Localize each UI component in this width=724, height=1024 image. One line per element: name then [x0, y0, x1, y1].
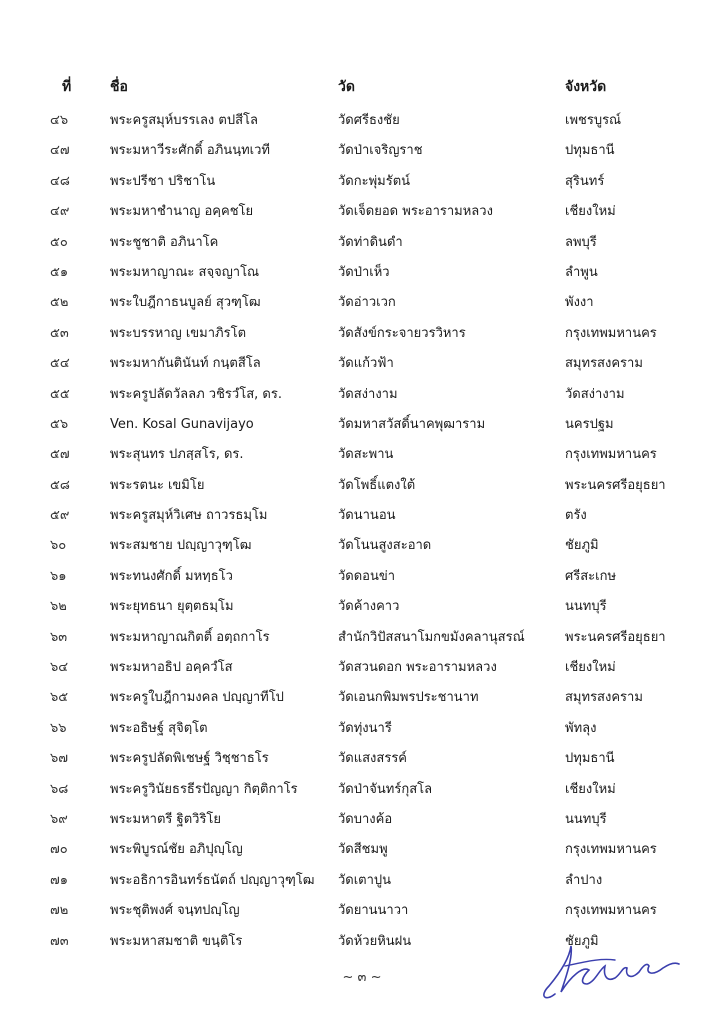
row-number: ๖๐ [50, 538, 67, 554]
row-wat: วัดมหาสวัสดิ์นาคพุฒาราม [338, 416, 486, 432]
header-province: จังหวัด [565, 79, 607, 95]
row-province: ชัยภูมิ [565, 538, 599, 554]
header-no: ที่ [62, 79, 72, 95]
row-name: พระมหาชำนาญ อคฺคชโย [110, 204, 254, 220]
row-province: กรุงเทพมหานคร [565, 325, 657, 341]
table-row [0, 689, 724, 719]
row-wat: วัดสวนดอก พระอารามหลวง [338, 660, 497, 676]
row-wat: วัดป่าเจริญราช [338, 143, 423, 159]
row-province: ชัยภูมิ [565, 933, 599, 949]
row-province: ลำปาง [565, 872, 603, 888]
table-row [0, 659, 724, 689]
row-name: พระอธิษฐ์ สุจิตฺโต [110, 720, 208, 736]
table-row [0, 173, 724, 203]
row-name: พระปรีชา ปริชาโน [110, 173, 216, 189]
row-name: พระชุติพงศ์ จนฺทปญฺโญ [110, 903, 240, 919]
row-name: พระสมชาย ปญฺญาวุฑฺโฒ [110, 538, 252, 554]
row-wat: วัดศรีธงชัย [338, 113, 400, 128]
row-number: ๗๓ [50, 933, 69, 949]
row-province: กรุงเทพมหานคร [565, 842, 657, 858]
row-wat: วัดป่าจันทร์กุสโล [338, 781, 433, 797]
table-row [0, 598, 724, 628]
row-name: พระมหาอธิป อคฺควํโส [110, 660, 233, 676]
row-province: ลำพูน [565, 264, 598, 280]
row-name: พระครูปลัดวัลลภ วชิรวํโส, ดร. [110, 386, 282, 402]
row-wat: วัดเจ็ดยอด พระอารามหลวง [338, 204, 493, 220]
row-wat: วัดเตาปูน [338, 872, 392, 888]
row-name: พระมหากันตินันท์ กนฺตสีโล [110, 356, 261, 372]
row-wat: วัดดอนข่า [338, 568, 396, 584]
row-wat: วัดแสงสรรค์ [338, 751, 407, 767]
row-name: พระรตนะ เขมิโย [110, 477, 205, 493]
table-row [0, 325, 724, 355]
row-number: ๗๒ [50, 903, 69, 919]
row-province: กรุงเทพมหานคร [565, 903, 657, 919]
row-number: ๖๒ [50, 599, 67, 615]
table-row [0, 750, 724, 780]
table-row [0, 264, 724, 294]
row-number: ๖๘ [50, 781, 69, 797]
table-row [0, 446, 724, 476]
table-row [0, 629, 724, 659]
row-name: พระมหาตรี ฐิตวิริโย [110, 811, 222, 827]
row-province: พระนครศรีอยุธยา [565, 477, 666, 493]
row-province: นครปฐม [565, 416, 614, 432]
row-number: ๕๘ [50, 477, 70, 493]
row-number: ๕๔ [50, 356, 70, 372]
row-province: พัทลุง [565, 720, 597, 736]
row-number: ๕๐ [50, 234, 68, 250]
row-number: ๕๒ [50, 295, 69, 311]
row-province: เชียงใหม่ [565, 660, 616, 676]
row-province: สมุทรสงคราม [565, 356, 643, 372]
row-wat: วัดสังข์กระจายวรวิหาร [338, 325, 466, 341]
row-name: พระสุนทร ปภสฺสโร, ดร. [110, 447, 244, 463]
table-row [0, 355, 724, 385]
row-wat: วัดโนนสูงสะอาด [338, 538, 432, 554]
row-wat: วัดกะพุ่มรัตน์ [338, 173, 411, 189]
table-header [0, 76, 724, 100]
header-name: ชื่อ [110, 79, 128, 95]
row-province: เชียงใหม่ [565, 781, 616, 797]
row-wat: วัดป่าเห็ว [338, 264, 390, 280]
row-number: ๕๑ [50, 264, 69, 280]
row-wat: วัดสะพาน [338, 447, 394, 463]
row-name: พระใบฎีกาธนบูลย์ สุวฑฺโฒ [110, 295, 261, 311]
table-row [0, 537, 724, 567]
row-name: พระอธิการอินทร์ธนัตถ์ ปญฺญาวุฑฺโฒ [110, 872, 315, 888]
row-wat: สำนักวิปัสสนาโมกขมังคลานุสรณ์ [338, 629, 525, 645]
row-name: พระมหาวีระศักดิ์ อภินนฺทเวที [110, 143, 270, 159]
table-row [0, 720, 724, 750]
table-body [0, 112, 724, 963]
row-province: สมุทรสงคราม [565, 690, 643, 706]
table-row [0, 294, 724, 324]
row-name: พระยุทธนา ยุตฺตธมฺโม [110, 599, 234, 615]
row-province: นนทบุรี [565, 599, 607, 615]
row-wat: วัดทุ่งนารี [338, 720, 392, 736]
row-wat: วัดยานนาวา [338, 903, 409, 919]
row-wat: วัดท่าดินดำ [338, 234, 403, 250]
table-row [0, 902, 724, 932]
table-row [0, 386, 724, 416]
row-number: ๖๙ [50, 811, 68, 827]
row-wat: วัดนานอน [338, 508, 396, 524]
table-row [0, 142, 724, 172]
row-province: ลพบุรี [565, 234, 597, 250]
table-row [0, 203, 724, 233]
row-number: ๖๔ [50, 660, 69, 676]
row-province: ปทุมธานี [565, 143, 615, 159]
row-number: ๖๓ [50, 629, 68, 645]
row-number: ๕๙ [50, 508, 70, 524]
page-number: ~ ๓ ~ [342, 970, 382, 985]
row-name: พระมหาสมชาติ ขนฺติโร [110, 933, 243, 949]
row-number: ๕๓ [50, 325, 69, 341]
row-name: พระครูสมุห์วิเศษ ถาวรธมฺโม [110, 508, 268, 524]
table-row [0, 568, 724, 598]
row-number: ๗๑ [50, 872, 69, 888]
row-province: พังงา [565, 295, 594, 311]
row-name: Ven. Kosal Gunavijayo [110, 416, 254, 432]
row-province: กรุงเทพมหานคร [565, 447, 657, 463]
row-province: ปทุมธานี [565, 751, 615, 767]
row-province: ศรีสะเกษ [565, 568, 617, 584]
row-name: พระครูใบฎีกามงคล ปญฺญาทีโป [110, 690, 284, 706]
row-province: พระนครศรีอยุธยา [565, 629, 666, 645]
row-number: ๔๙ [50, 204, 70, 220]
row-wat: วัดอ่าวเวก [338, 295, 396, 311]
table-row [0, 781, 724, 811]
row-name: พระครูปลัดพิเชษฐ์ วิชฺชาธโร [110, 751, 269, 767]
row-province: ตรัง [565, 508, 587, 524]
row-number: ๔๖ [50, 113, 69, 128]
row-number: ๔๘ [50, 173, 70, 189]
table-row [0, 477, 724, 507]
row-name: พระทนงศักดิ์ มหทฺธโว [110, 568, 233, 584]
row-wat: วัดเอนกพิมพรประชานาท [338, 690, 479, 706]
row-province: วัดสง่างาม [565, 386, 625, 402]
row-wat: วัดโพธิ์แตงใต้ [338, 477, 416, 493]
row-number: ๕๖ [50, 416, 69, 432]
row-number: ๗๐ [50, 842, 68, 858]
table-row [0, 234, 724, 264]
table-row [0, 841, 724, 871]
row-province: สุรินทร์ [565, 173, 605, 189]
row-wat: วัดสีชมพู [338, 842, 388, 858]
row-wat: วัดบางค้อ [338, 811, 393, 827]
row-wat: วัดค้างคาว [338, 599, 400, 615]
row-name: พระมหาญาณะ สจฺจญาโณ [110, 264, 260, 280]
row-name: พระชูชาติ อภินาโค [110, 234, 219, 250]
row-number: ๖๕ [50, 690, 69, 706]
table-row [0, 416, 724, 446]
table-row [0, 811, 724, 841]
header-wat: วัด [338, 79, 355, 95]
row-name: พระมหาญาณกิตติ์ อตฺถกาโร [110, 629, 270, 645]
row-number: ๕๗ [50, 447, 70, 463]
table-row [0, 872, 724, 902]
row-name: พระครูวินัยธรธีรปัญญา กิตฺติกาโร [110, 781, 298, 797]
signature-image [535, 936, 685, 1006]
table-row [0, 507, 724, 537]
row-province: เชียงใหม่ [565, 204, 616, 220]
row-name: พระบรรหาญ เขมาภิรโต [110, 325, 247, 341]
row-number: ๖๖ [50, 720, 67, 736]
row-number: ๔๗ [50, 143, 70, 159]
row-name: พระพิบูรณ์ชัย อภิปุญฺโญ [110, 842, 243, 858]
row-wat: วัดแก้วฟ้า [338, 356, 394, 372]
row-number: ๖๗ [50, 751, 69, 767]
row-number: ๕๕ [50, 386, 70, 402]
row-wat: วัดห้วยหินฝน [338, 933, 412, 949]
table-row [0, 112, 724, 142]
row-province: เพชรบูรณ์ [565, 113, 622, 128]
row-province: นนทบุรี [565, 811, 607, 827]
row-wat: วัดสง่างาม [338, 386, 398, 402]
row-name: พระครูสมุห์บรรเลง ตปสีโล [110, 113, 258, 128]
row-number: ๖๑ [50, 568, 67, 584]
